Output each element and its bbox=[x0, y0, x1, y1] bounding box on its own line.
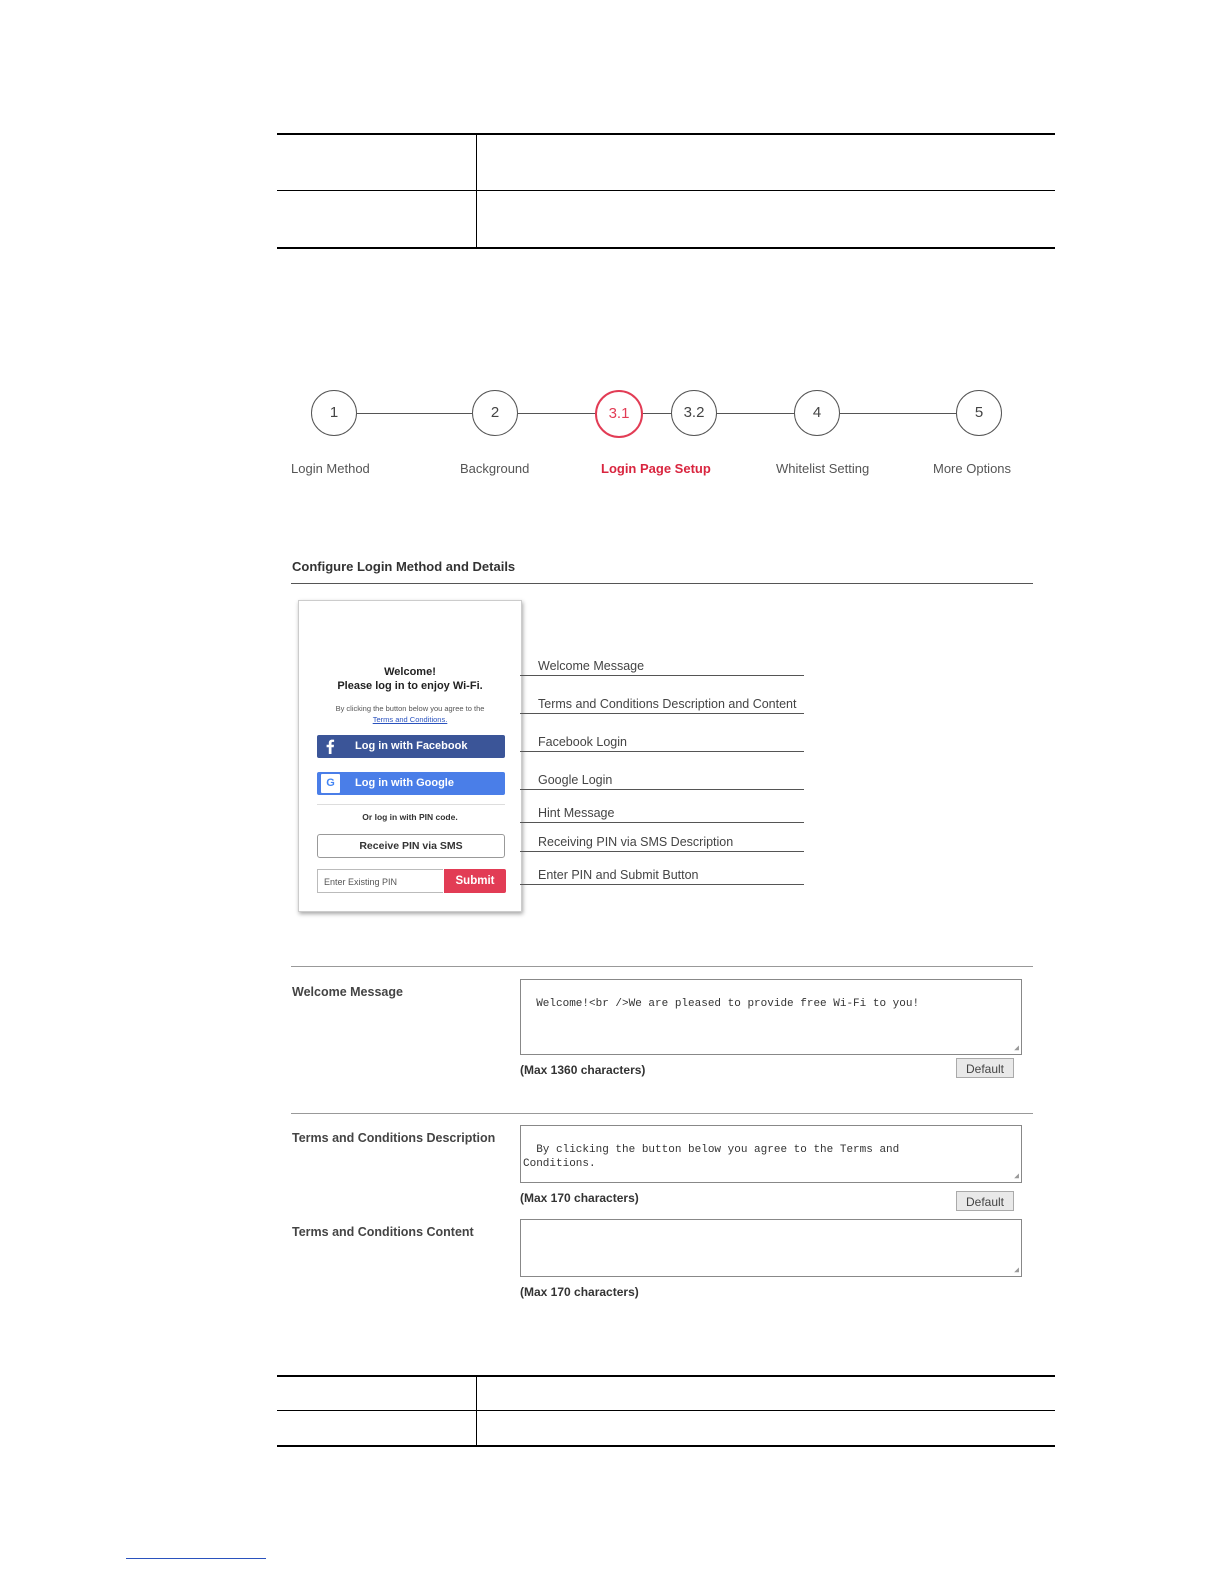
step-5-circle[interactable]: 5 bbox=[956, 390, 1002, 436]
resize-grip-icon[interactable]: ◢ bbox=[1014, 1266, 1019, 1275]
terms-description-max: (Max 170 characters) bbox=[520, 1191, 639, 1205]
google-icon: G bbox=[321, 774, 340, 793]
step-5-label[interactable]: More Options bbox=[933, 461, 1012, 476]
step-connector bbox=[640, 413, 672, 414]
step-1-label[interactable]: Login Method bbox=[291, 461, 370, 476]
step-3-1-circle[interactable]: 3.1 bbox=[595, 390, 643, 438]
form-divider bbox=[291, 1113, 1033, 1114]
callout-line bbox=[520, 884, 804, 885]
welcome-message-max: (Max 1360 characters) bbox=[520, 1063, 646, 1077]
table-rule bbox=[277, 133, 1055, 135]
welcome-message-value: Welcome!<br />We are pleased to provide free Wi-Fi to you! bbox=[536, 998, 920, 1010]
welcome-default-button[interactable]: Default bbox=[956, 1058, 1014, 1078]
callout-sms-description: Receiving PIN via SMS Description bbox=[538, 835, 734, 849]
section-title: Configure Login Method and Details bbox=[292, 559, 516, 574]
callout-line bbox=[520, 713, 804, 714]
preview-separator bbox=[317, 804, 505, 805]
step-connector bbox=[716, 413, 795, 414]
table-rule bbox=[277, 1445, 1055, 1447]
facebook-login-label: Log in with Facebook bbox=[355, 740, 468, 752]
section-divider bbox=[291, 583, 1033, 584]
form-divider bbox=[291, 966, 1033, 967]
step-3-1-label[interactable]: Login Page Setup bbox=[601, 461, 711, 476]
terms-default-button[interactable]: Default bbox=[956, 1191, 1014, 1211]
existing-pin-input[interactable]: Enter Existing PIN bbox=[317, 869, 443, 893]
callout-line bbox=[520, 789, 804, 790]
welcome-message-textarea[interactable] bbox=[520, 979, 1022, 1055]
step-connector bbox=[357, 413, 472, 414]
callout-pin-submit: Enter PIN and Submit Button bbox=[538, 868, 699, 882]
table-rule bbox=[277, 190, 1055, 191]
step-4-circle[interactable]: 4 bbox=[794, 390, 840, 436]
callout-welcome-message: Welcome Message bbox=[538, 659, 645, 673]
terms-description-textarea[interactable] bbox=[520, 1125, 1022, 1183]
welcome-message-label: Welcome Message bbox=[292, 985, 403, 999]
receive-pin-sms-button[interactable]: Receive PIN via SMS bbox=[317, 834, 505, 858]
table-rule bbox=[277, 1375, 1055, 1377]
callout-terms: Terms and Conditions Description and Content bbox=[538, 697, 797, 711]
table-rule bbox=[277, 1410, 1055, 1411]
table-divider bbox=[476, 133, 477, 248]
facebook-login-button[interactable] bbox=[317, 735, 505, 758]
resize-grip-icon[interactable]: ◢ bbox=[1014, 1044, 1019, 1053]
terms-content-textarea[interactable] bbox=[520, 1219, 1022, 1277]
table-rule bbox=[277, 247, 1055, 249]
step-1-circle[interactable]: 1 bbox=[311, 390, 357, 436]
callout-line bbox=[520, 822, 804, 823]
step-3-2-circle[interactable]: 3.2 bbox=[671, 390, 717, 436]
callout-line bbox=[520, 675, 804, 676]
step-2-circle[interactable]: 2 bbox=[472, 390, 518, 436]
terms-description-label: Terms and Conditions Description bbox=[292, 1131, 496, 1145]
terms-description-value: By clicking the button below you agree to the Terms and Conditions. bbox=[523, 1144, 900, 1170]
callout-facebook-login: Facebook Login bbox=[538, 735, 627, 749]
preview-agree-text: By clicking the button below you agree to the bbox=[335, 704, 485, 713]
terms-content-max: (Max 170 characters) bbox=[520, 1285, 639, 1299]
preview-hint-message: Or log in with PIN code. bbox=[362, 812, 458, 822]
step-connector bbox=[518, 413, 596, 414]
facebook-icon bbox=[321, 737, 340, 756]
callout-line bbox=[520, 751, 804, 752]
callout-hint-message: Hint Message bbox=[538, 806, 615, 820]
pin-submit-button[interactable]: Submit bbox=[444, 869, 506, 893]
callout-line bbox=[520, 851, 804, 852]
login-page-preview bbox=[298, 600, 522, 912]
callout-google-login: Google Login bbox=[538, 773, 613, 787]
table-divider bbox=[476, 1375, 477, 1446]
step-connector bbox=[840, 413, 957, 414]
google-login-button[interactable] bbox=[317, 772, 505, 795]
preview-welcome-line2: Please log in to enjoy Wi-Fi. bbox=[337, 680, 483, 692]
resize-grip-icon[interactable]: ◢ bbox=[1014, 1172, 1019, 1181]
step-4-label[interactable]: Whitelist Setting bbox=[776, 461, 870, 476]
preview-welcome-line1: Welcome! bbox=[384, 666, 436, 678]
step-2-label[interactable]: Background bbox=[460, 461, 530, 476]
terms-content-label: Terms and Conditions Content bbox=[292, 1225, 474, 1239]
footnote-rule bbox=[126, 1558, 266, 1559]
preview-terms-link[interactable]: Terms and Conditions. bbox=[372, 715, 448, 724]
google-login-label: Log in with Google bbox=[355, 777, 454, 789]
